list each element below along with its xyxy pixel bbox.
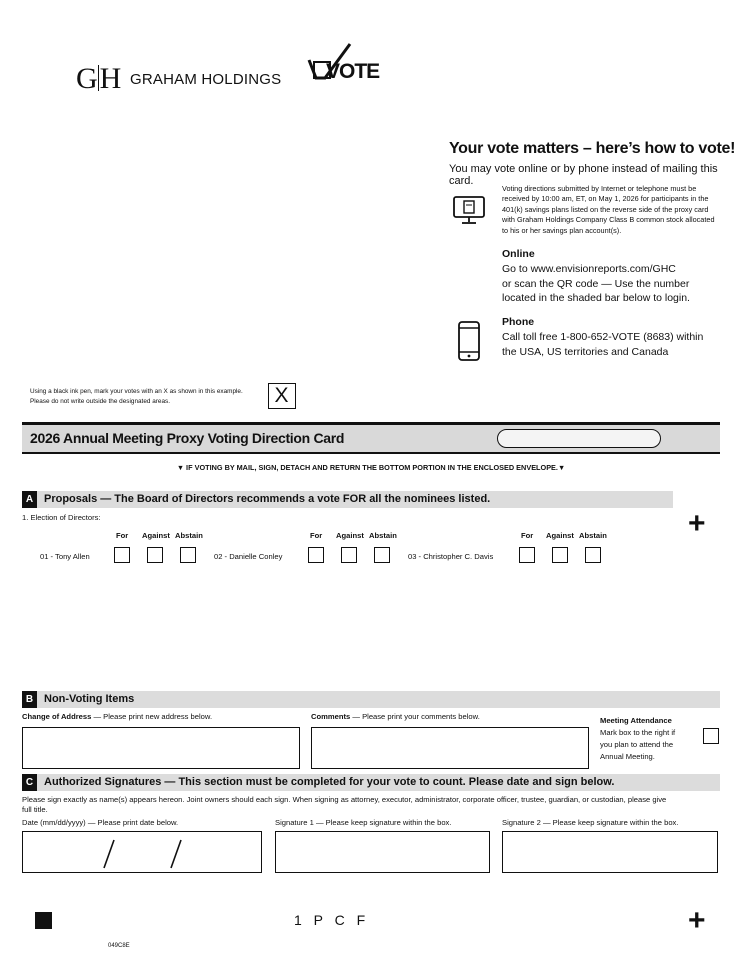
col-header-for: For xyxy=(310,531,323,540)
registration-plus-mark: + xyxy=(688,904,706,937)
address-hint: — Please print new address below. xyxy=(91,712,213,721)
vote-matters-title: Your vote matters – here’s how to vote! xyxy=(449,140,736,157)
nominee-02-against-checkbox[interactable] xyxy=(341,547,357,563)
col-header-against: Against xyxy=(336,531,364,540)
nominee-02-abstain-checkbox[interactable] xyxy=(374,547,390,563)
ink-instructions-line: Please do not write outside the designated areas. xyxy=(30,398,170,405)
nominee-03-abstain-checkbox[interactable] xyxy=(585,547,601,563)
nominee-danielle-conley: 02 - Danielle Conley xyxy=(214,552,283,561)
signature-instructions-line: full title. xyxy=(22,805,48,814)
date-field[interactable] xyxy=(22,831,262,873)
online-line: Go to www.envisionreports.com/GHC xyxy=(502,263,676,275)
address-label xyxy=(22,712,212,721)
nominee-christopher-davis: 03 - Christopher C. Davis xyxy=(408,552,494,561)
col-header-abstain: Abstain xyxy=(369,531,397,540)
col-header-abstain: Abstain xyxy=(175,531,203,540)
example-x-mark: X xyxy=(274,384,289,407)
attendance-heading: Meeting Attendance xyxy=(600,716,672,725)
control-number-bar xyxy=(497,429,661,448)
attendance-line: Mark box to the right if xyxy=(600,728,676,737)
vote-text: VOTE xyxy=(326,60,380,83)
nominee-01-for-checkbox[interactable] xyxy=(114,547,130,563)
phone-heading: Phone xyxy=(502,316,535,328)
comments-hint: — Please print your comments below. xyxy=(350,712,480,721)
col-header-for: For xyxy=(521,531,534,540)
comments-label-strong: Comments xyxy=(311,712,351,721)
signature-instructions-line: Please sign exactly as name(s) appears hereon. Joint owners should each sign. When signing as attorney, executor, administrator, corporate officer, trustee, guardian, or custodian, please give xyxy=(22,795,667,804)
col-header-against: Against xyxy=(546,531,574,540)
signature2-field[interactable] xyxy=(502,831,718,873)
monitor-icon xyxy=(452,195,486,225)
phone-line: the USA, US territories and Canada xyxy=(502,345,669,358)
form-code: 1 P C F xyxy=(294,912,370,928)
date-label: Date (mm/dd/yyyy) — Please print date below. xyxy=(22,818,179,827)
col-header-abstain: Abstain xyxy=(579,531,607,540)
signature-instructions xyxy=(22,795,722,815)
attendance-line: you plan to attend the xyxy=(600,740,674,749)
nominee-03-for-checkbox[interactable] xyxy=(519,547,535,563)
signature1-label: Signature 1 — Please keep signature within the box. xyxy=(275,818,452,827)
section-b-letter: B xyxy=(22,691,37,708)
nominee-02-for-checkbox[interactable] xyxy=(308,547,324,563)
comments-field[interactable] xyxy=(311,727,589,769)
col-header-against: Against xyxy=(142,531,170,540)
meeting-attendance-checkbox[interactable] xyxy=(703,728,719,744)
phone-icon xyxy=(456,320,482,362)
nominee-01-against-checkbox[interactable] xyxy=(147,547,163,563)
small-code: 049C8E xyxy=(108,943,130,949)
section-b-title: Non-Voting Items xyxy=(44,693,135,705)
vote-logo xyxy=(306,42,386,86)
deadline-note: Voting directions submitted by Internet or telephone must be received by 10:00 am, ET, on May 1, 2026 for participants in the 401(k) savings plans listed on the reverse side of the proxy card with Graham Holdings Company Class B common stock allocated to his or her savings plan account(s). xyxy=(502,184,715,235)
online-line: or scan the QR code — Use the number xyxy=(502,277,690,290)
comments-label xyxy=(311,712,480,721)
phone-instructions xyxy=(502,330,703,359)
signature1-field[interactable] xyxy=(275,831,490,873)
band-bottom-rule xyxy=(22,452,720,454)
section-c-letter: C xyxy=(22,774,37,791)
col-header-for: For xyxy=(116,531,129,540)
graham-holdings-monogram: G H xyxy=(76,62,121,95)
phone-line: Call toll free 1-800-652-VOTE (8683) within xyxy=(502,331,704,343)
nominee-01-abstain-checkbox[interactable] xyxy=(180,547,196,563)
nominee-tony-allen: 01 - Tony Allen xyxy=(40,552,90,561)
registration-square-mark xyxy=(35,912,52,929)
nominee-03-against-checkbox[interactable] xyxy=(552,547,568,563)
date-separators xyxy=(23,832,263,872)
election-label: 1. Election of Directors: xyxy=(22,513,101,522)
change-of-address-field[interactable] xyxy=(22,727,300,769)
section-a-title: Proposals — The Board of Directors recommends a vote FOR all the nominees listed. xyxy=(44,493,491,505)
attendance-line: Annual Meeting. xyxy=(600,752,655,761)
section-a-letter: A xyxy=(22,491,37,508)
address-label-strong: Change of Address xyxy=(22,712,92,721)
signature2-label: Signature 2 — Please keep signature within the box. xyxy=(502,818,679,827)
registration-plus-mark: + xyxy=(688,507,706,540)
example-mark-box xyxy=(268,383,296,409)
detach-instruction: ▼ IF VOTING BY MAIL, SIGN, DETACH AND RETURN THE BOTTOM PORTION IN THE ENCLOSED ENVELOPE.▼ xyxy=(176,463,566,472)
online-line: located in the shaded bar below to login. xyxy=(502,292,690,304)
ink-instructions xyxy=(30,387,243,407)
ink-instructions-line: Using a black ink pen, mark your votes with an X as shown in this example. xyxy=(30,388,243,395)
online-heading: Online xyxy=(502,248,535,260)
section-c-title: Authorized Signatures — This section must be completed for your vote to count. Please date and sign below. xyxy=(44,776,615,788)
card-title: 2026 Annual Meeting Proxy Voting Direction Card xyxy=(30,430,345,446)
meeting-attendance xyxy=(600,715,675,763)
online-instructions xyxy=(502,262,690,306)
vote-matters-subtitle: You may vote online or by phone instead of mailing this card. xyxy=(449,163,718,187)
company-name: GRAHAM HOLDINGS xyxy=(130,71,282,88)
